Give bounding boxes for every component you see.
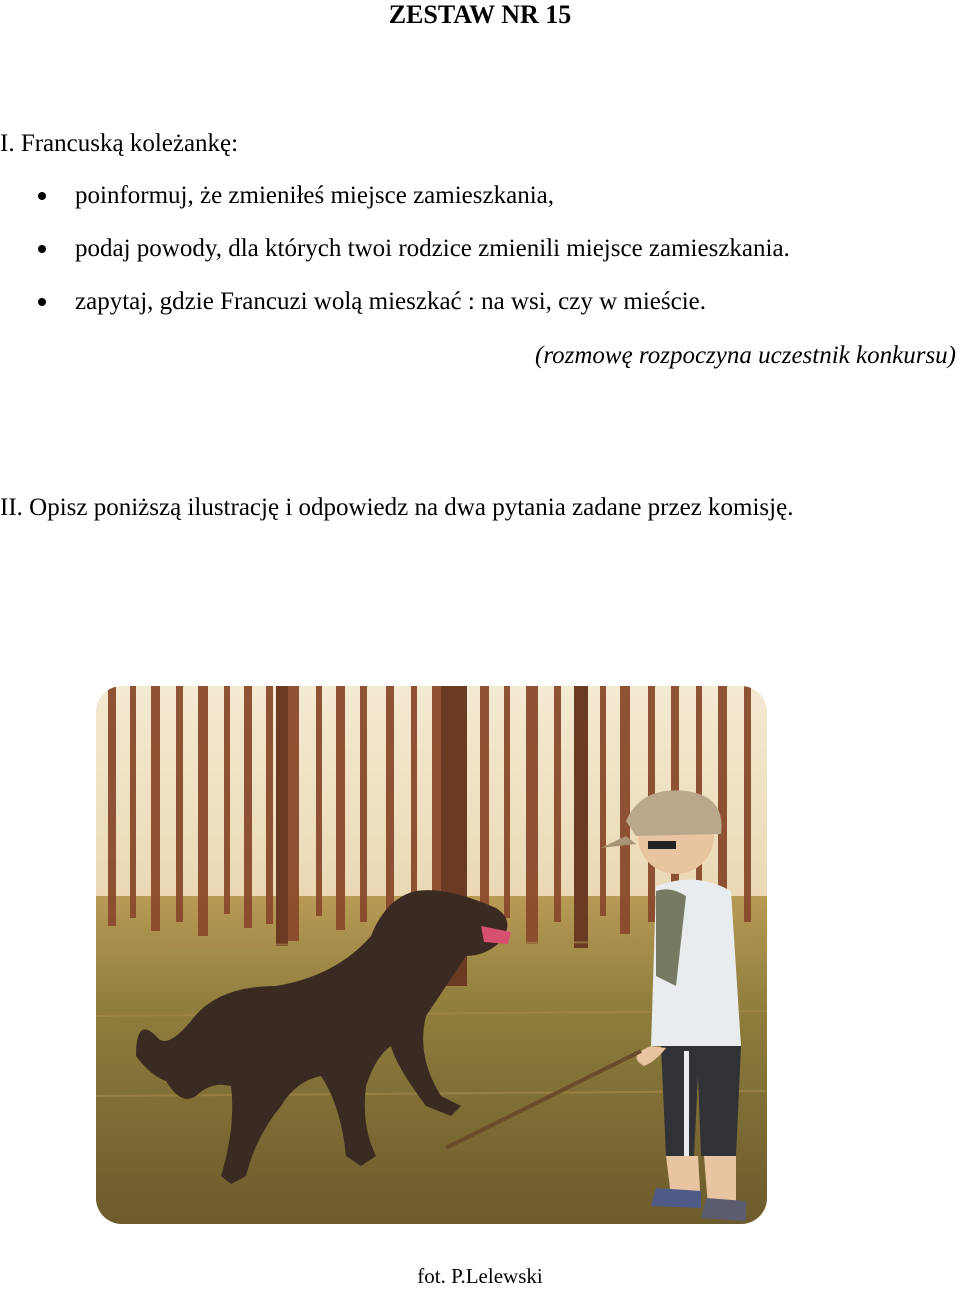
photo-credit: fot. P.Lelewski [417,1264,543,1288]
bullet-icon [38,192,46,200]
list-item [0,287,790,340]
list-item [0,234,790,287]
list-item-text: zapytaj, gdzie Francuzi wolą mieszkać : na wsi, czy w mieście. [75,288,707,315]
section-1-heading: I. Francuską koleżankę: [0,130,239,157]
list-item-text: poinformuj, że zmieniłeś miejsce zamieszkania, [75,182,554,209]
section-2-heading: II. Opisz poniższą ilustrację i odpowiedz na dwa pytania zadane przez komisję. [0,494,794,521]
forest-photo [96,686,767,1224]
page-title: ZESTAW NR 15 [388,0,572,29]
task-list [0,181,790,340]
list-item [0,181,790,234]
conversation-note: (rozmowę rozpoczyna uczestnik konkursu) [535,342,956,369]
list-item-text: podaj powody, dla których twoi rodzice zmienili miejsce zamieszkania. [75,235,790,262]
bullet-icon [38,298,46,306]
bullet-icon [38,245,46,253]
